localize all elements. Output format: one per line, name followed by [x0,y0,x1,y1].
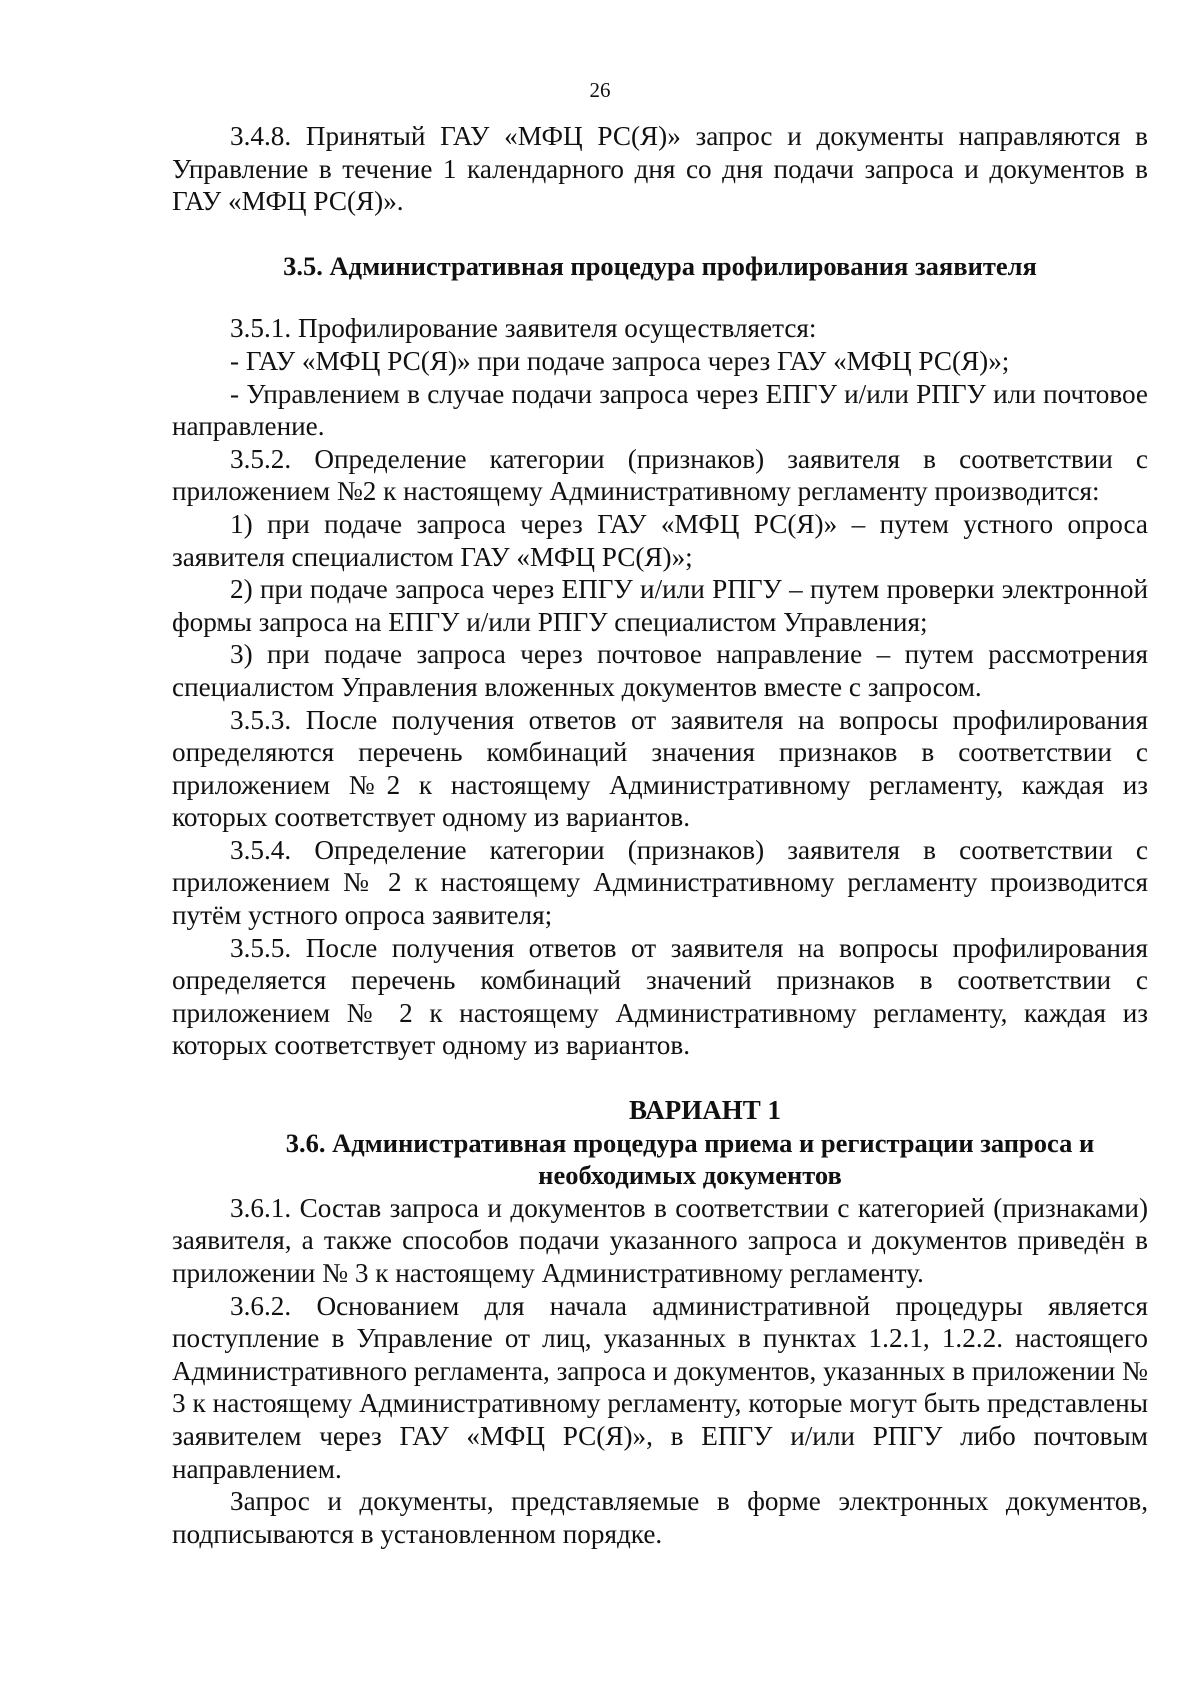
paragraph-3-6-2: 3.6.2. Основанием для начала административной процедуры является поступление в Управление от лиц, указанных в пунктах 1.2.1, 1.2.2. настоящего Административного регламента, запроса и документов, указанных в приложении № 3 к настоящему Административному регламенту, которые могут быть представлены заявителем через ГАУ «МФЦ РС(Я)», в ЕПГУ и/или РПГУ либо почтовым направлением. [172,1290,1148,1484]
paragraph-3-6-1: 3.6.1. Состав запроса и документов в соответствии с категорией (признаками) заявителя, а также способов подачи указанного запроса и документов приведён в приложении № 3 к настоящему Административному регламенту. [172,1192,1148,1288]
document-body [172,120,1148,1550]
section-heading-3-6 [172,1127,1148,1192]
list-item-1: 1) при подаче запроса через ГАУ «МФЦ РС(Я)» – путем устного опроса заявителя специалистом ГАУ «МФЦ РС(Я)»; [172,508,1148,572]
list-item-upravlenie: - Управлением в случае подачи запроса через ЕПГУ и/или РПГУ или почтовое направление. [172,378,1148,442]
page-number: 26 [589,78,611,102]
paragraph-3-5-2: 3.5.2. Определение категории (признаков) заявителя в соответствии с приложением №2 к настоящему Административному регламенту производится: [172,443,1148,507]
section-heading-3-6-line2: необходимых документов [538,1160,842,1191]
paragraph-3-5-3: 3.5.3. После получения ответов от заявителя на вопросы профилирования определяются перечень комбинаций значения признаков в соответствии с приложением №2 к настоящему Административному регламенту, каждая из которых соответствует одному из вариантов. [172,704,1148,833]
paragraph-electronic-docs: Запрос и документы, представляемые в форме электронных документов, подписываются в установленном порядке. [172,1486,1148,1549]
list-item-2: 2) при подаче запроса через ЕПГУ и/или РПГУ – путем проверки электронной формы запроса на ЕПГУ и/или РПГУ специалистом Управления; [172,574,1148,637]
section-heading-3-6-line1: 3.6. Административная процедура приема и регистрации запроса и [285,1127,1095,1158]
paragraph-3-5-5: 3.5.5. После получения ответов от заявителя на вопросы профилирования определяется перечень комбинаций значений признаков в соответствии с приложением № 2 к настоящему Административному регламенту, каждая из которых соответствует одному из вариантов. [172,932,1148,1061]
paragraph-3-5-1: 3.5.1. Профилирование заявителя осуществляется: [230,313,817,344]
paragraph-3-4-8: 3.4.8. Принятый ГАУ «МФЦ РС(Я)» запрос и документы направляются в Управление в течение 1 календарного дня со дня подачи запроса и документов в ГАУ «МФЦ РС(Я)». [172,121,1148,217]
list-item-3: 3) при подаче запроса через почтовое направление – путем рассмотрения специалистом Управления вложенных документов вместе с запросом. [172,639,1148,702]
variant-title: ВАРИАНТ 1 [628,1095,782,1126]
list-item-mfc: - ГАУ «МФЦ РС(Я)» при подаче запроса через ГАУ «МФЦ РС(Я)»; [230,345,1010,376]
section-heading-3-5: 3.5. Административная процедура профилирования заявителя [283,250,1037,281]
paragraph-3-5-4: 3.5.4. Определение категории (признаков) заявителя в соответствии с приложением № 2 к настоящему Административному регламенту производится путём устного опроса заявителя; [172,834,1148,931]
